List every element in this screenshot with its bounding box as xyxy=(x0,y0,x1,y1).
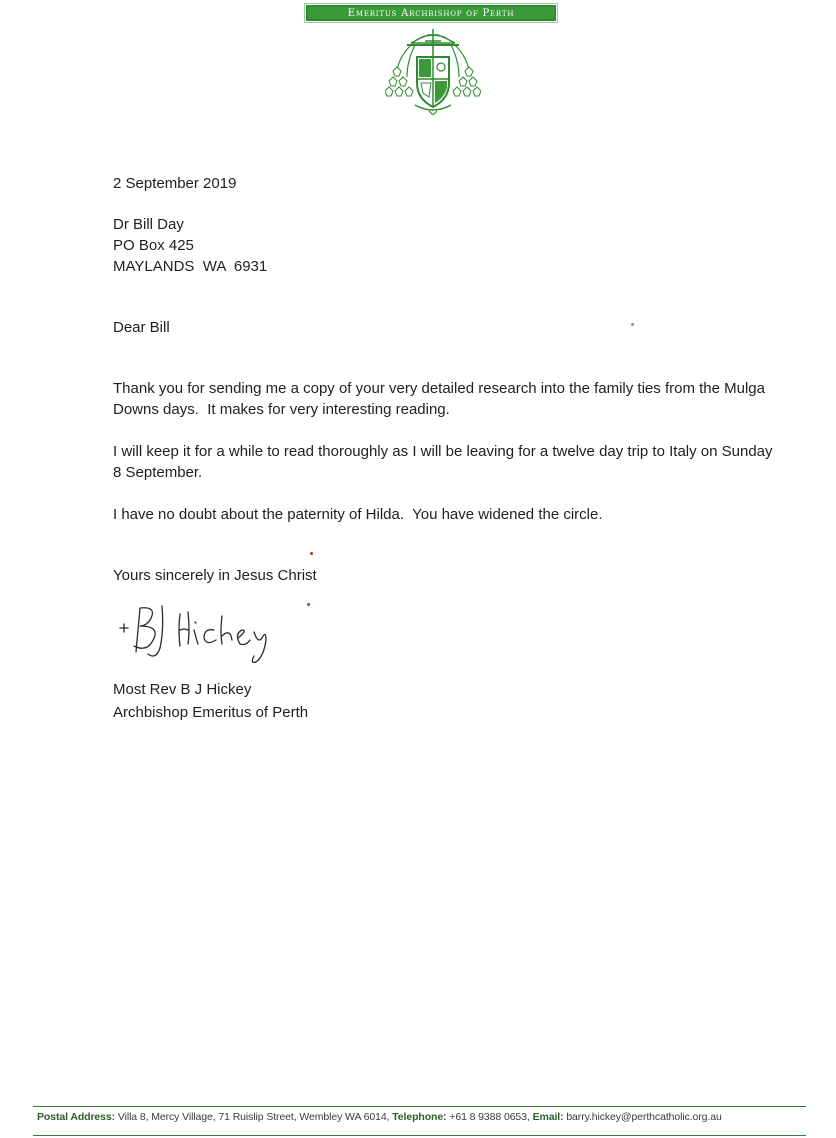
footer-contact xyxy=(37,1110,807,1124)
footer-rule xyxy=(33,1106,806,1107)
recipient-po-box: PO Box 425 xyxy=(113,237,194,254)
email-address: barry.hickey@perthcatholic.org.au xyxy=(566,1111,722,1123)
sender-name: Most Rev B J Hickey xyxy=(113,681,252,698)
scan-speck xyxy=(310,552,313,555)
scan-speck xyxy=(631,323,634,326)
closing: Yours sincerely in Jesus Christ xyxy=(113,567,317,584)
phone-number: +61 8 9388 0653, xyxy=(449,1111,530,1123)
phone-label: Telephone: xyxy=(392,1111,447,1123)
salutation: Dear Bill xyxy=(113,319,170,336)
letterhead-title: Emeritus Archbishop of Perth xyxy=(347,7,515,19)
body-paragraph: I have no doubt about the paternity of Hilda. You have widened the circle. xyxy=(113,506,603,523)
scan-speck xyxy=(307,603,310,606)
coat-of-arms-icon xyxy=(385,27,481,115)
letterhead-banner xyxy=(306,5,556,21)
postal-label: Postal Address: xyxy=(37,1111,116,1123)
footer-rule xyxy=(33,1135,806,1136)
recipient-locality: MAYLANDS WA 6931 xyxy=(113,258,268,275)
handwritten-signature xyxy=(118,600,318,670)
letter-date: 2 September 2019 xyxy=(113,175,237,192)
email-label: Email: xyxy=(532,1111,564,1123)
sender-title: Archbishop Emeritus of Perth xyxy=(113,704,309,721)
recipient-name: Dr Bill Day xyxy=(113,216,184,233)
postal-address: Villa 8, Mercy Village, 71 Ruislip Street, Wembley WA 6014, xyxy=(117,1111,390,1123)
body-paragraph: Thank you for sending me a copy of your very detailed research into the family ties from the Mulga Downs days. It makes for very interesting reading. xyxy=(113,380,770,418)
body-paragraph: I will keep it for a while to read thoroughly as I will be leaving for a twelve day trip to Italy on Sunday 8 September. xyxy=(113,443,777,481)
